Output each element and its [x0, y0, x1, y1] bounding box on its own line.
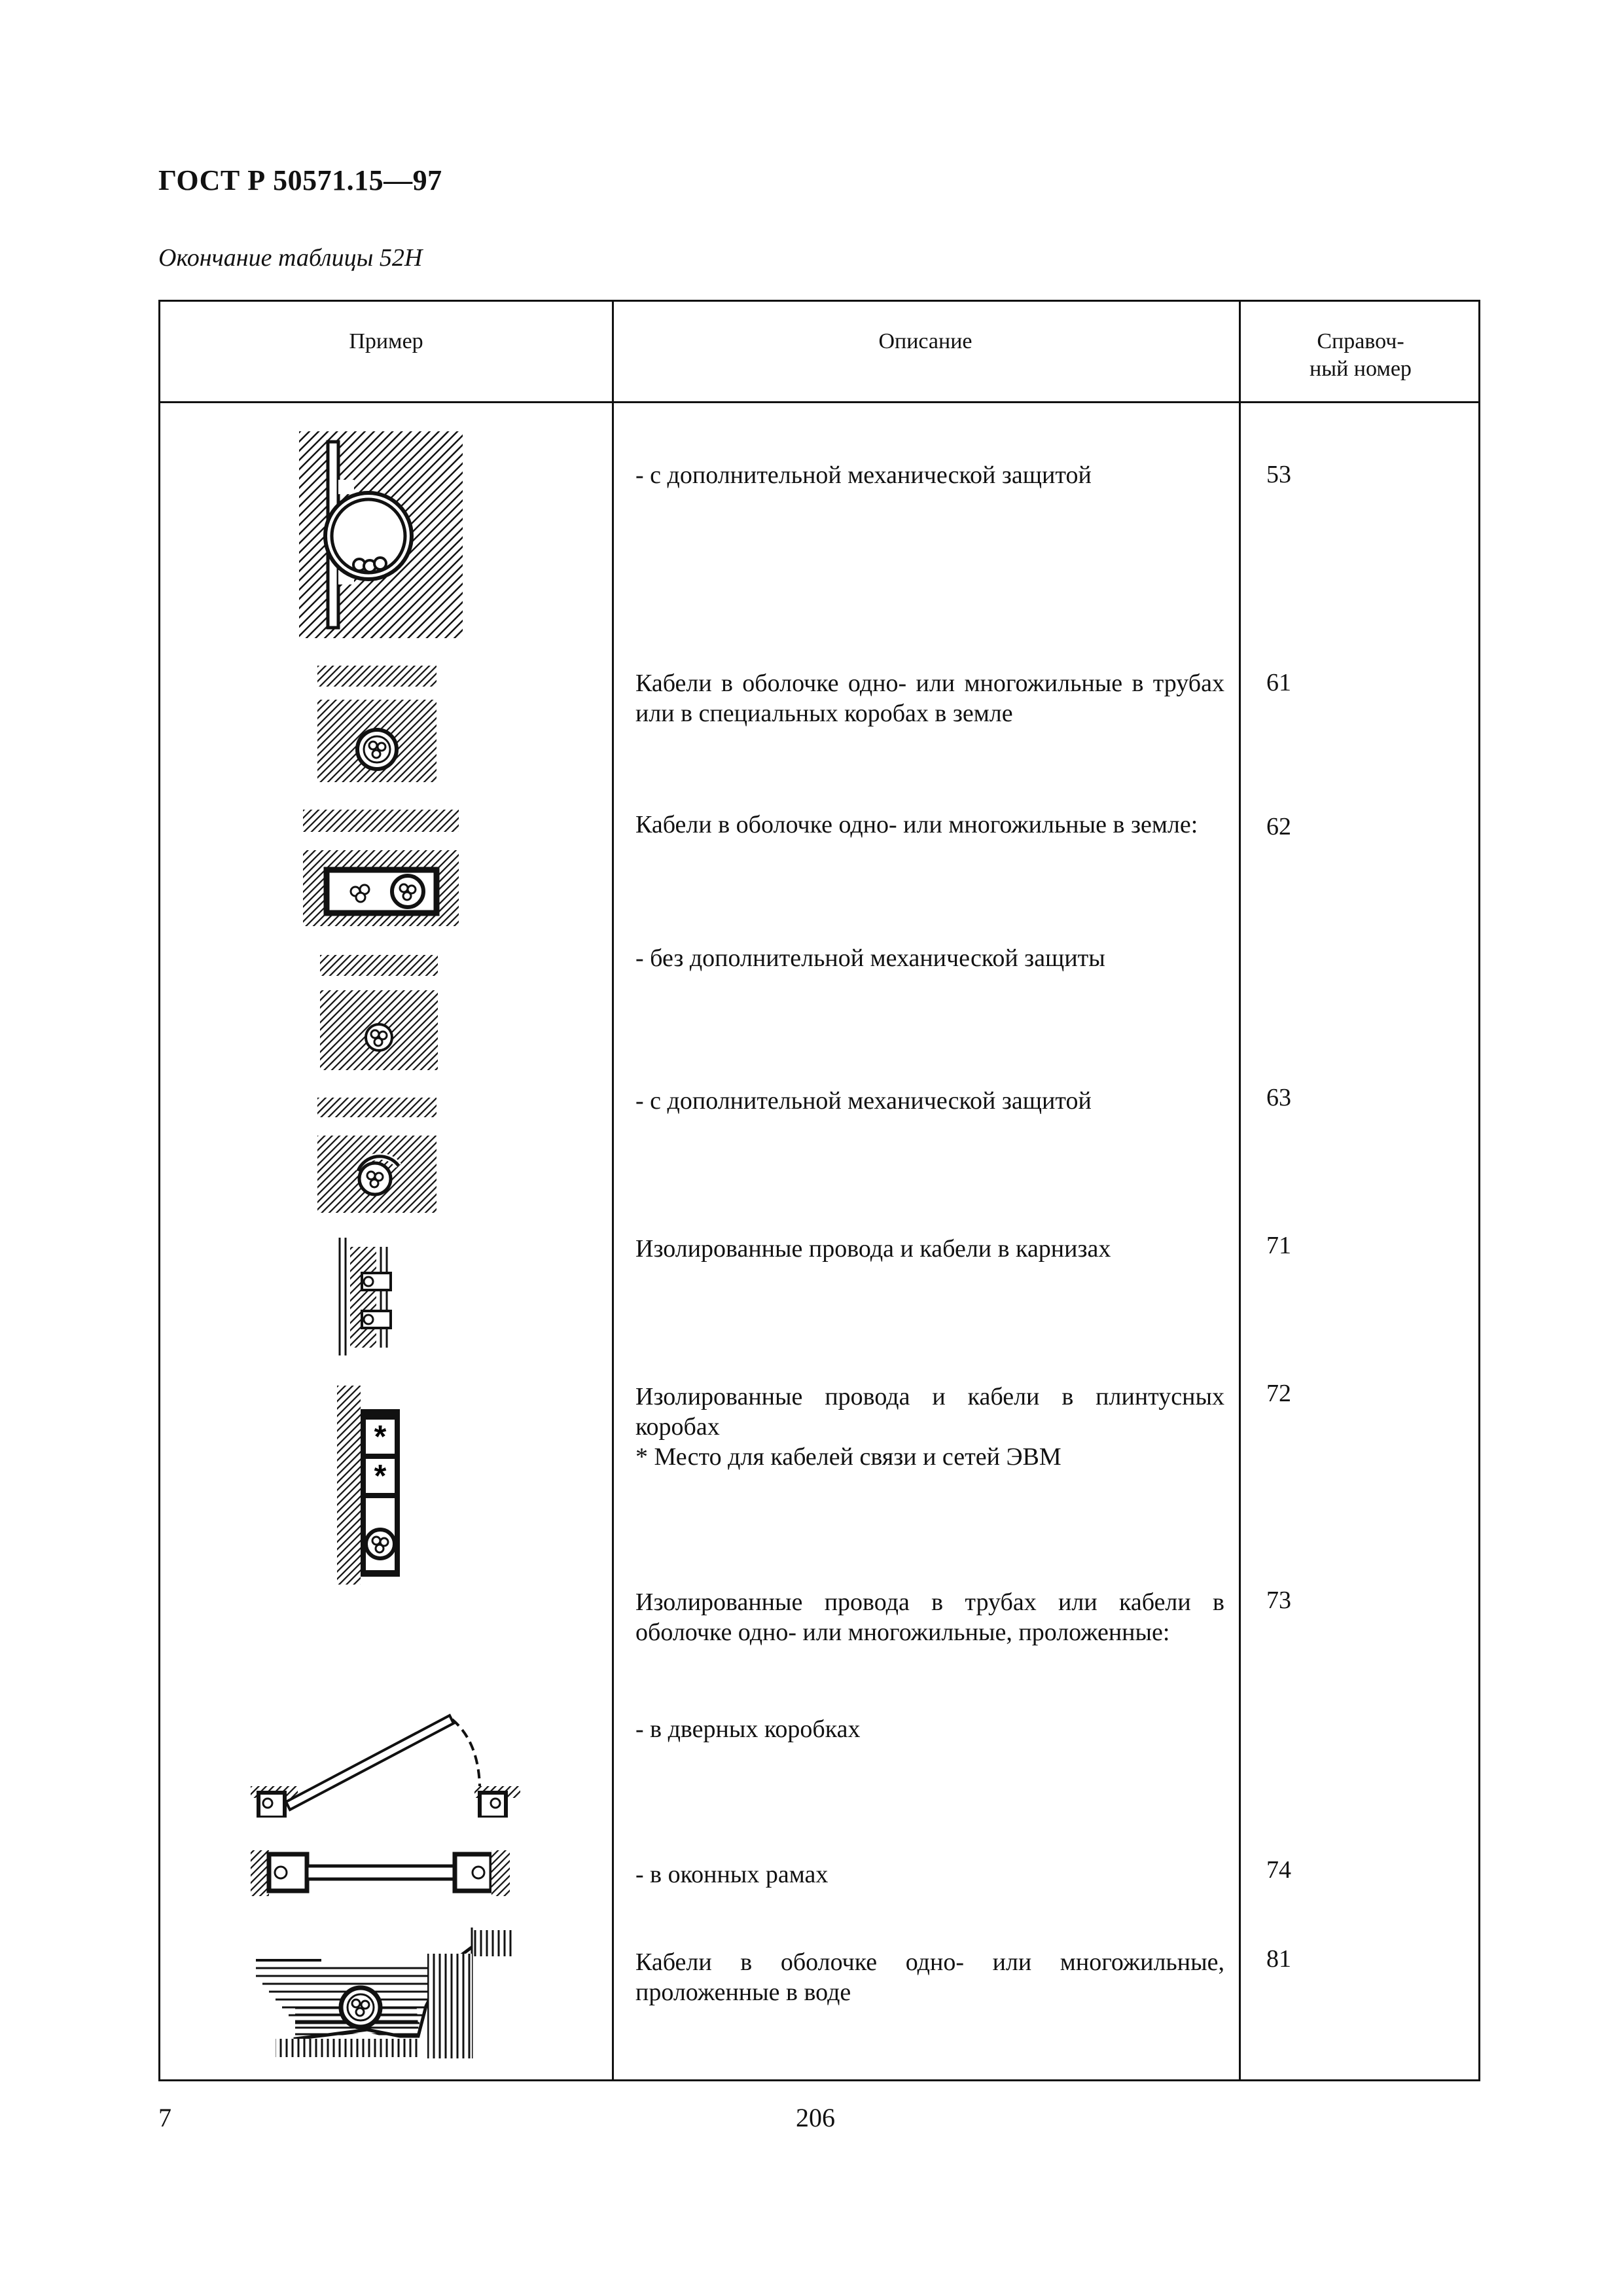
row-note: * Место для кабелей связи и сетей ЭВМ	[635, 1443, 1061, 1471]
column-header-example: Пример	[349, 329, 423, 353]
row-description: - без дополнительной механической защиты	[635, 944, 1105, 972]
page-number: 206	[796, 2103, 835, 2132]
surface-conduit-hatched-wall-icon	[299, 431, 463, 638]
cornice-wiring-icon	[338, 1238, 404, 1355]
cable-in-water-icon	[256, 1928, 531, 2058]
header-divider	[160, 401, 1478, 403]
row-reference: 61	[1266, 669, 1291, 696]
table-subtitle: Окончание таблицы 52Н	[158, 244, 423, 272]
row-reference: 71	[1266, 1232, 1291, 1259]
table-52h	[158, 300, 1480, 2081]
document-header: ГОСТ Р 50571.15—97	[158, 164, 442, 196]
row-reference: 73	[1266, 1587, 1291, 1614]
row-description: Кабели в оболочке одно- или многожильные в земле:	[635, 811, 1198, 838]
door-frame-wiring-icon	[249, 1676, 524, 1818]
column-header-reference: Справоч- ный номер	[1310, 329, 1412, 381]
footer-left-number: 7	[158, 2103, 171, 2132]
window-frame-wiring-icon	[249, 1846, 524, 1899]
row-reference: 74	[1266, 1856, 1291, 1884]
row-description: - в дверных коробках	[635, 1715, 861, 1743]
row-description: Изолированные провода и кабели в карнизах	[635, 1235, 1111, 1263]
row-description: Кабели в оболочке одно- или многожильные в трубах или в специальных коробах в земле	[635, 670, 1224, 727]
row-description: - с дополнительной механической защитой	[635, 1087, 1092, 1115]
cable-in-pipe-underground-icon	[317, 666, 437, 782]
row-reference: 81	[1266, 1945, 1291, 1973]
row-description: - с дополнительной механической защитой	[635, 461, 1092, 489]
skirting-duct-icon	[337, 1386, 409, 1585]
row-description: Изолированные провода в трубах или кабели в оболочке одно- или многожильные, проложенные:	[635, 1588, 1224, 1646]
cable-duct-in-ground-icon	[303, 810, 459, 926]
row-description: - в оконных рамах	[635, 1861, 829, 1888]
row-reference: 72	[1266, 1380, 1291, 1407]
row-description: Изолированные провода и кабели в плинтусных коробах	[635, 1383, 1224, 1441]
cable-in-ground-protected-icon	[317, 1098, 437, 1213]
row-reference: 62	[1266, 813, 1291, 840]
column-header-description: Описание	[878, 329, 972, 353]
column-divider	[612, 302, 614, 2079]
row-description: Кабели в оболочке одно- или многожильные, проложенные в воде	[635, 1948, 1224, 2006]
svg-text:*: *	[374, 1420, 387, 1454]
cable-in-ground-unprotected-icon	[320, 955, 438, 1070]
svg-text:*: *	[374, 1459, 387, 1494]
column-divider	[1239, 302, 1241, 2079]
row-reference: 63	[1266, 1084, 1291, 1111]
row-reference: 53	[1266, 461, 1291, 488]
